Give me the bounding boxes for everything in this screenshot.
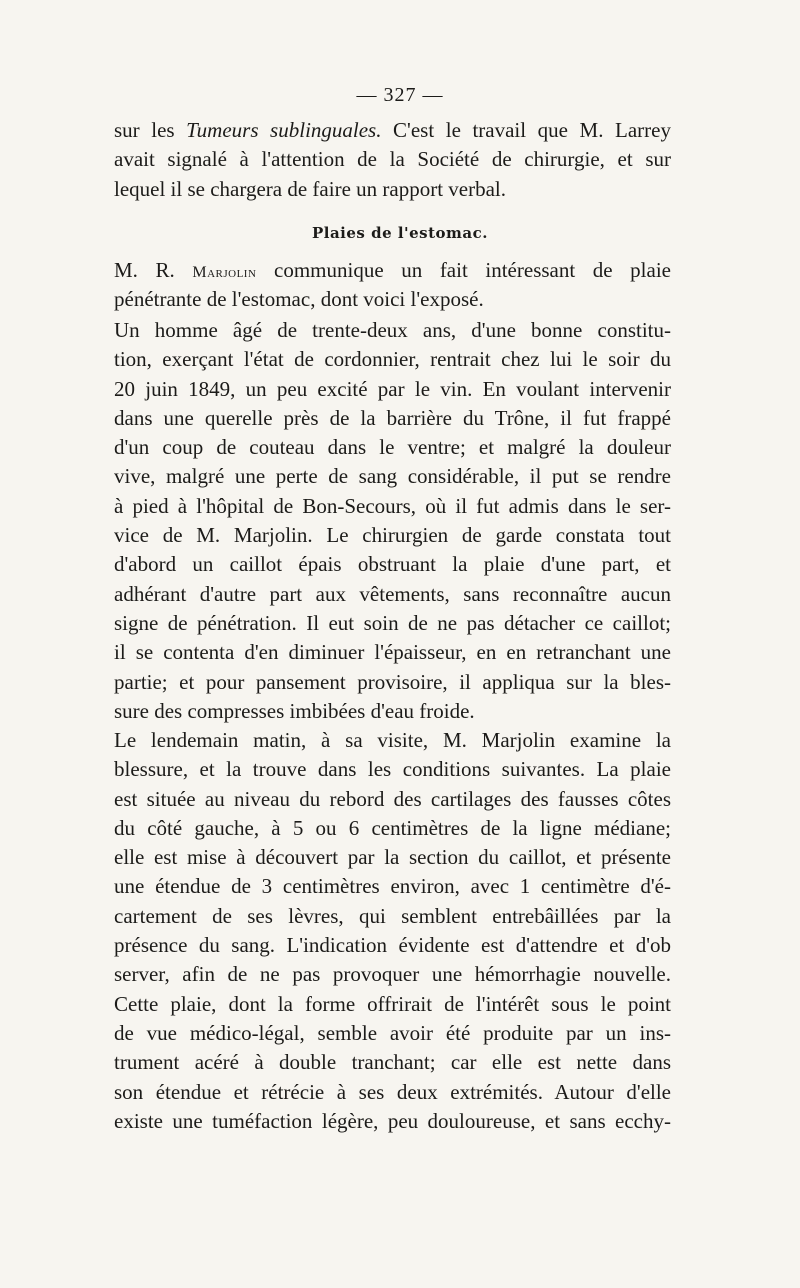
- text-line: blessure, et la trouve dans les conditions suivantes. La plaie: [114, 757, 671, 782]
- text-line: sur les Tumeurs sublinguales. C'est le travail que M. Larrey: [114, 118, 671, 142]
- text-line: vive, malgré une perte de sang considérable, il put se rendre: [114, 464, 671, 489]
- text-line: 20 juin 1849, un peu excité par le vin. En voulant intervenir: [114, 376, 671, 401]
- paragraph-intro-case: [114, 256, 671, 315]
- text-line: lequel il se chargera de faire un rapport verbal.: [114, 176, 507, 201]
- text-line: est située au niveau du rebord des cartilages des fausses côtes: [114, 786, 671, 811]
- text-line: signe de pénétration. Il eut soin de ne pas détacher ce caillot;: [114, 610, 671, 635]
- text-line: une étendue de 3 centimètres environ, avec 1 centimètre d'é-: [114, 874, 671, 899]
- text-line: dans une querelle près de la barrière du Trône, il fut frappé: [114, 405, 671, 430]
- text-line: elle est mise à découvert par la section du caillot, et présente: [114, 845, 671, 870]
- text-line: partie; et pour pansement provisoire, il appliqua sur la bles-: [114, 669, 671, 694]
- text-line: à pied à l'hôpital de Bon-Secours, où il fut admis dans le ser-: [114, 493, 671, 518]
- text-line: avait signalé à l'attention de la Société de chirurgie, et sur: [114, 147, 671, 172]
- text-line: adhérant d'autre part aux vêtements, sans reconnaître aucun: [114, 581, 671, 606]
- text-line: d'abord un caillot épais obstruant la plaie d'une part, et: [114, 552, 671, 577]
- text-line: Cette plaie, dont la forme offrirait de l'intérêt sous le point: [114, 991, 671, 1016]
- text-line: de vue médico-légal, semble avoir été produite par un ins-: [114, 1020, 671, 1045]
- text-line: vice de M. Marjolin. Le chirurgien de garde constata tout: [114, 523, 671, 548]
- text-line: Un homme âgé de trente-deux ans, d'une bonne constitu-: [114, 318, 671, 342]
- text-line: tion, exerçant l'état de cordonnier, rentrait chez lui le soir du: [114, 347, 671, 372]
- text-line: cartement de ses lèvres, qui semblent entrebâillées par la: [114, 903, 671, 928]
- text-line: server, afin de ne pas provoquer une hémorrhagie nouvelle.: [114, 962, 671, 987]
- text-line: pénétrante de l'estomac, dont voici l'exposé.: [114, 287, 484, 312]
- section-heading: Plaies de l'estomac.: [311, 224, 489, 242]
- text-line: il se contenta d'en diminuer l'épaisseur, en en retranchant une: [114, 640, 671, 665]
- text-line: M. R. Marjolin communique un fait intéressant de plaie: [114, 258, 671, 282]
- text-line: trument acéré à double tranchant; car elle est nette dans: [114, 1050, 671, 1075]
- author-name: Marjolin: [192, 264, 257, 281]
- text-line: Le lendemain matin, à sa visite, M. Marjolin examine la: [114, 728, 671, 752]
- text-line: du côté gauche, à 5 ou 6 centimètres de la ligne médiane;: [114, 815, 671, 840]
- intro-paragraph: [114, 116, 671, 204]
- page-number: — 327 —: [356, 84, 444, 106]
- paragraph-case-history: [114, 316, 671, 726]
- text-line: son étendue et rétrécie à ses deux extrémités. Autour d'elle: [114, 1079, 671, 1104]
- paragraph-examination: [114, 726, 671, 1136]
- text-line: sure des compresses imbibées d'eau froide.: [114, 698, 475, 723]
- text-line: présence du sang. L'indication évidente est d'attendre et d'ob: [114, 933, 671, 958]
- text-line: d'un coup de couteau dans le ventre; et malgré la douleur: [114, 435, 671, 460]
- text-line: existe une tuméfaction légère, peu douloureuse, et sans ecchy-: [114, 1108, 671, 1133]
